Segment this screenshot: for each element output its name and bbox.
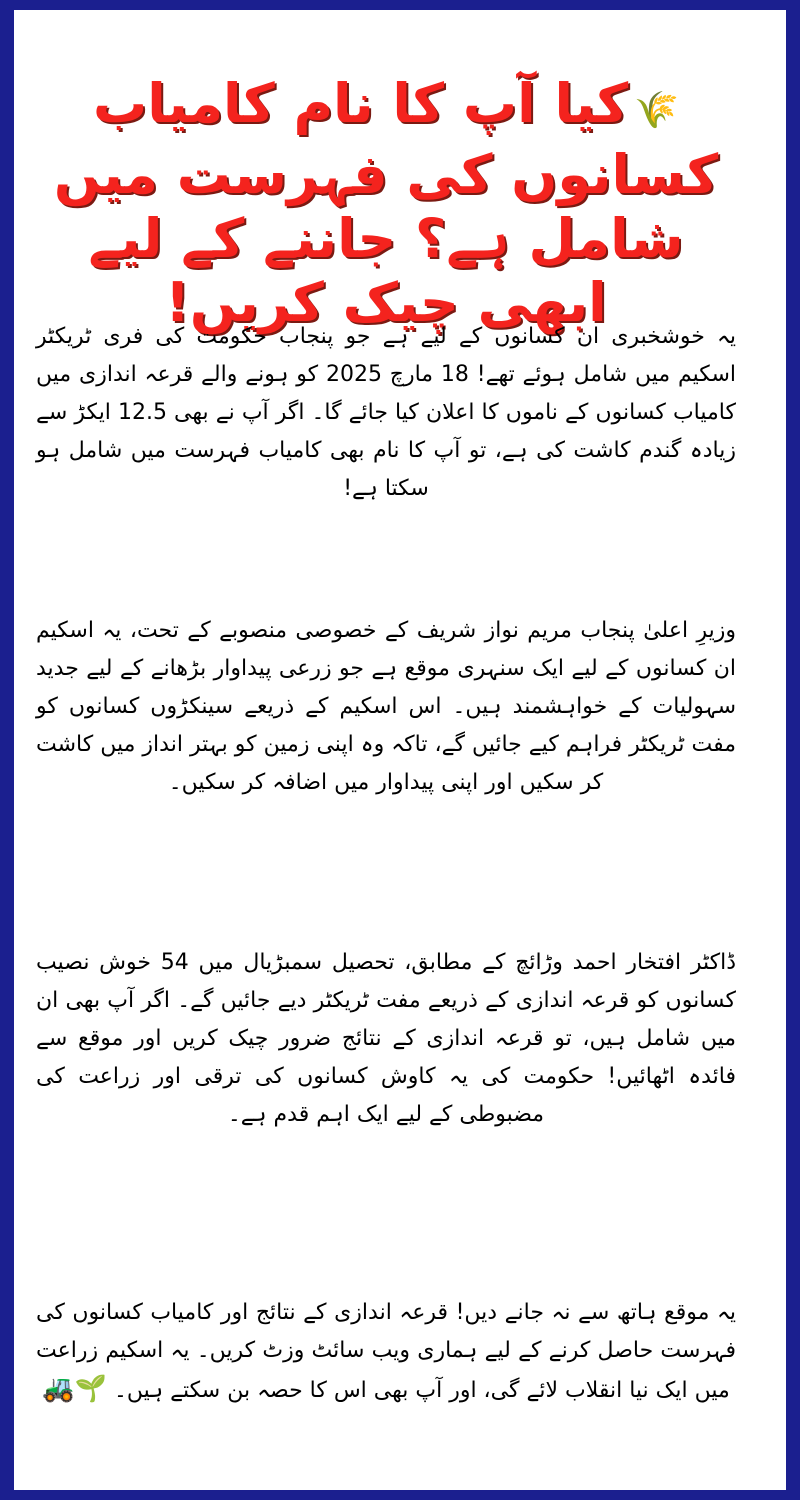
wheat-icon: 🌾 <box>634 90 680 131</box>
article-title <box>30 72 742 335</box>
tractor-icon: 🚜 <box>42 1374 75 1404</box>
title-text: کیا آپ کا نام کامیاب کسانوں کی فہرست میں شامل ہے؟ جاننے کے لیے ابھی چیک کریں! <box>53 72 719 334</box>
paragraph-4-text: یہ موقع ہاتھ سے نہ جانے دیں! قرعہ اندازی کے نتائج اور کامیاب کسانوں کی فہرست حاصل کرنے کے لیے ہماری ویب سائٹ وزٹ کریں۔ یہ اسکیم زراعت میں ایک نیا انقلاب لائے گی، اور آپ بھی اس کا حصہ بن سکتے ہیں۔ <box>36 1300 736 1403</box>
paragraph-2: وزیرِ اعلیٰ پنجاب مریم نواز شریف کے خصوصی منصوبے کے تحت، یہ اسکیم ان کسانوں کے لیے ایک سنہری موقع ہے جو زرعی پیداوار بڑھانے کے لیے جدید سہولیات کے خواہشمند ہیں۔ اس اسکیم کے ذریعے سینکڑوں کسانوں کو مفت ٹریکٹر فراہم کیے جائیں گے، تاکہ وہ اپنی زمین کو بہتر انداز میں کاشت کر سکیں اور اپنی پیداوار میں اضافہ کر سکیں۔ <box>36 618 736 795</box>
seedling-icon: 🌱 <box>74 1374 107 1404</box>
paragraph-4 <box>36 1294 736 1410</box>
paragraph-3: ڈاکٹر افتخار احمد وڑائچ کے مطابق، تحصیل سمبڑیال میں 54 خوش نصیب کسانوں کو قرعہ اندازی کے ذریعے مفت ٹریکٹر دیے جائیں گے۔ اگر آپ بھی ان میں شامل ہیں، تو قرعہ اندازی کے نتائج ضرور چیک کریں اور موقع سے فائدہ اٹھائیں! حکومت کی یہ کاوش کسانوں کی ترقی اور زراعت کی مضبوطی کے لیے ایک اہم قدم ہے۔ <box>36 950 737 1127</box>
paragraph-1: یہ خوشخبری ان کسانوں کے لیے ہے جو پنجاب حکومت کی فری ٹریکٹر اسکیم میں شامل ہوئے تھے! 18 مارچ 2025 کو ہونے والے قرعہ اندازی میں کامیاب کسانوں کے ناموں کا اعلان کیا جائے گا۔ اگر آپ نے بھی 12.5 ایکڑ سے زیادہ گندم کاشت کی ہے، تو آپ کا نام بھی کامیاب فہرست میں شامل ہو سکتا ہے! <box>36 324 736 501</box>
